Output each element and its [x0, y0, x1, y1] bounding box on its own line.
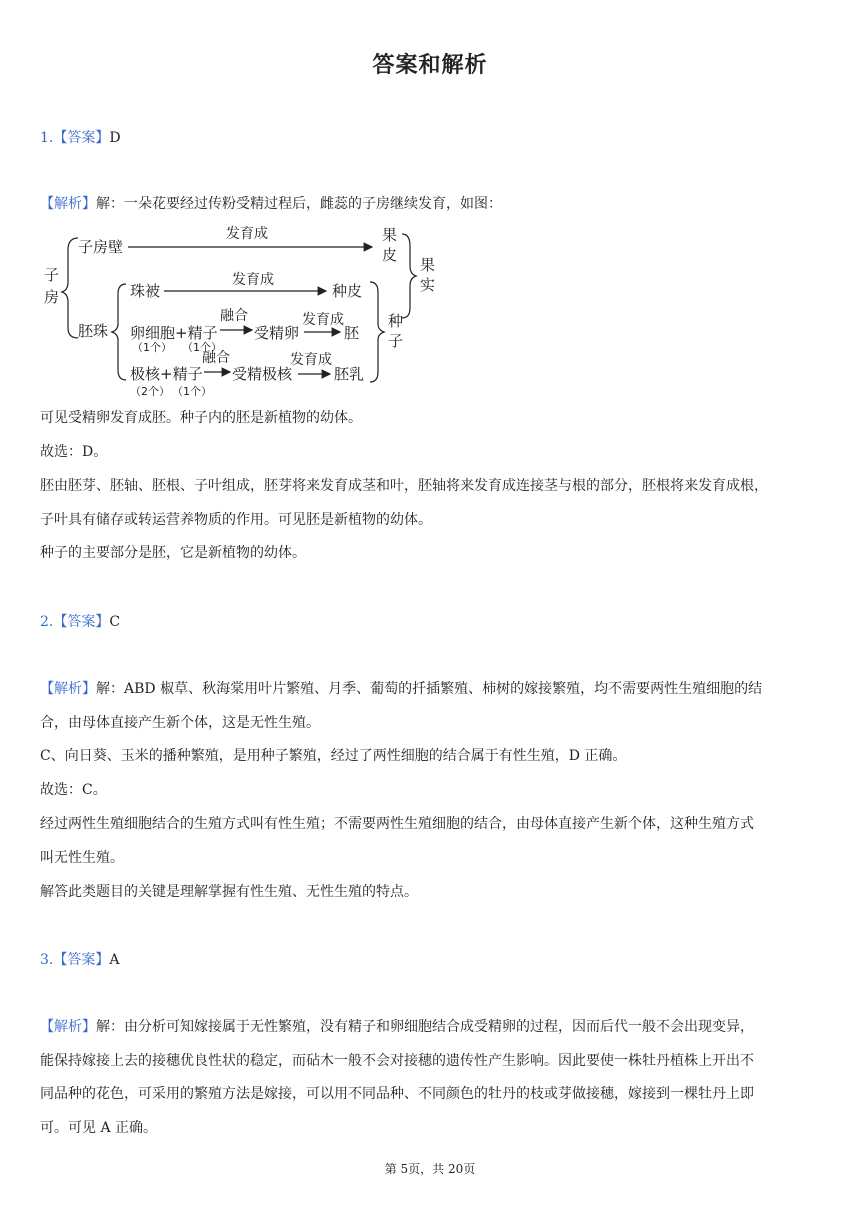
q3-analysis-head: 【解析】: [40, 1019, 96, 1035]
q1-line-1: 故选：D。: [40, 444, 108, 460]
diagram-count-1c: （1个）: [172, 385, 212, 398]
q1-line-3: 子叶具有储存或转运营养物质的作用。可见胚是新植物的幼体。: [40, 512, 432, 528]
diagram-develops-3: 发育成: [302, 312, 344, 328]
q3-answer: [40, 950, 820, 970]
diagram-fruit-2: 实: [420, 276, 436, 294]
diagram-ovule: 胚珠: [78, 322, 109, 340]
diagram-pericarp-2: 皮: [382, 246, 398, 264]
diagram-egg-sperm: 卵细胞+精子: [130, 324, 218, 342]
diagram-brace-seed: [370, 282, 384, 382]
q1-analysis-text: 解：一朵花要经过传粉受精过程后，雌蕊的子房继续发育，如图：: [96, 196, 502, 212]
diagram-count-2: （2个）: [130, 385, 170, 398]
diagram-seed-1: 种: [388, 312, 404, 330]
diagram-develops-1: 发育成: [226, 226, 268, 242]
q3-answer-head: 3.【答案】: [40, 952, 110, 968]
q2-line-5: 解答此类题目的关键是理解掌握有性生殖、无性生殖的特点。: [40, 884, 418, 900]
q2-analysis-head: 【解析】: [40, 681, 96, 697]
q2-line-2: 故选：C。: [40, 782, 107, 798]
diagram-fuse-1: 融合: [220, 308, 248, 324]
q1-analysis-head: 【解析】: [40, 196, 96, 212]
q1-line-0: 可见受精卵发育成胚。种子内的胚是新植物的幼体。: [40, 410, 362, 426]
diagram-brace-fruit: [402, 234, 416, 318]
q2-analysis-intro: [40, 679, 820, 699]
q1-answer: [40, 128, 820, 148]
diagram-ovary-2: 房: [44, 288, 60, 306]
diagram-brace-ovary: [62, 238, 78, 338]
diagram-endosperm: 胚乳: [334, 365, 365, 383]
diagram-fuse-2: 融合: [202, 350, 230, 366]
q1-analysis-intro: [40, 194, 820, 214]
diagram-zygote: 受精卵: [254, 324, 300, 342]
diagram-brace-ovule: [112, 284, 126, 380]
diagram-integument: 珠被: [130, 282, 161, 300]
q2-line-1: C、向日葵、玉米的播种繁殖，是用种子繁殖，经过了两性细胞的结合属于有性生殖，D 正确。: [40, 748, 627, 764]
diagram-count-1a: （1个）: [132, 341, 172, 354]
q1-answer-head: 1.【答案】: [40, 130, 110, 146]
diagram-seed-2: 子: [388, 332, 404, 350]
diagram-develops-4: 发育成: [290, 352, 332, 368]
q3-line-1: 同品种的花色，可采用的繁殖方法是嫁接，可以用不同品种、不同颜色的牡丹的枝或芽做接穗，嫁接到一棵牡丹上即: [40, 1086, 754, 1102]
diagram-fertilized-polar: 受精极核: [232, 365, 293, 383]
diagram-fruit-1: 果: [420, 256, 436, 274]
q2-answer-value: C: [109, 614, 121, 630]
q3-analysis-intro: [40, 1017, 820, 1037]
q3-answer-value: A: [109, 952, 120, 968]
q3-line-0: 能保持嫁接上去的接穗优良性状的稳定，而砧木一般不会对接穗的遗传性产生影响。因此要使一株牡丹植株上开出不: [40, 1053, 754, 1069]
q2-line-4: 叫无性生殖。: [40, 850, 124, 866]
q2-answer-head: 2.【答案】: [40, 614, 110, 630]
diagram-polar-sperm: 极核+精子: [130, 365, 203, 383]
diagram-pericarp-1: 果: [382, 226, 398, 244]
q2-answer: [40, 612, 820, 632]
q2-analysis-text: 解：ABD 椒草、秋海棠用叶片繁殖、月季、葡萄的扦插繁殖、柿树的嫁接繁殖，均不需要两性生殖细胞的结: [96, 681, 763, 697]
q2-line-0: 合，由母体直接产生新个体，这是无性生殖。: [40, 715, 320, 731]
diagram-ovary-wall: 子房壁: [78, 238, 124, 256]
diagram-embryo: 胚: [344, 324, 360, 342]
q1-answer-value: D: [109, 130, 121, 146]
q3-line-2: 可。可见 A 正确。: [40, 1120, 158, 1136]
q1-line-4: 种子的主要部分是胚，它是新植物的幼体。: [40, 545, 306, 561]
diagram-count-1b: （1个）: [182, 341, 222, 354]
q2-line-3: 经过两性生殖细胞结合的生殖方式叫有性生殖；不需要两性生殖细胞的结合，由母体直接产生新个体，这种生殖方式: [40, 816, 754, 832]
q3-analysis-text: 解：由分析可知嫁接属于无性繁殖，没有精子和卵细胞结合成受精卵的过程，因而后代一般不会出现变异，: [96, 1019, 754, 1035]
diagram-seed-coat: 种皮: [332, 282, 363, 300]
page-title: 答案和解析: [372, 52, 488, 78]
diagram-develops-2: 发育成: [232, 272, 274, 288]
diagram-ovary-1: 子: [44, 266, 60, 284]
q1-line-2: 胚由胚芽、胚轴、胚根、子叶组成，胚芽将来发育成茎和叶，胚轴将来发育成连接茎与根的部分，胚根将来发育成根，: [40, 478, 768, 494]
page-footer: 第 5页，共 20页: [384, 1162, 476, 1176]
ovary-development-diagram: [40, 220, 460, 402]
